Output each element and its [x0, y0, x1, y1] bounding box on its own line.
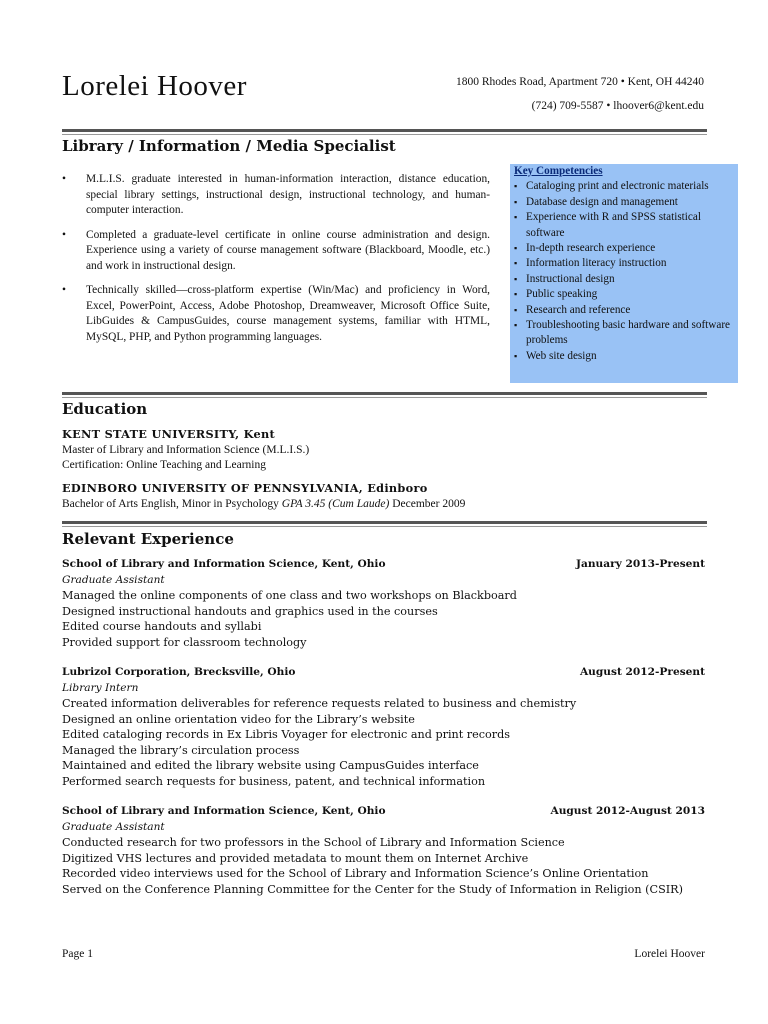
competency-item: ▪ Public speaking — [510, 287, 738, 302]
summary-item: • Completed a graduate-level certificate in online course administration and design. Experience using a variety of course management software (Blackboard, Moodle, etc.) and work in instructional design. — [62, 228, 490, 275]
job-entry — [62, 804, 705, 897]
competency-item: ▪ Web site design — [510, 349, 738, 364]
job-dates: January 2013-Present — [575, 558, 705, 570]
job-duty: Recorded video interviews used for the School of Library and Information Science’s Online Orientation — [62, 867, 649, 880]
job-duty: Edited course handouts and syllabi — [62, 620, 262, 633]
job-entry — [62, 557, 705, 650]
applicant-name: Lorelei Hoover — [62, 70, 247, 102]
job-duty: Digitized VHS lectures and provided metadata to mount them on Internet Archive — [62, 851, 529, 865]
degree-line: Master of Library and Information Science (M.L.I.S.) — [62, 443, 310, 456]
footer-name: Lorelei Hoover — [634, 948, 705, 960]
competency-item: ▪ Database design and management — [510, 195, 738, 210]
job-role: Graduate Assistant — [62, 820, 165, 833]
job-dates: August 2012-August 2013 — [550, 805, 705, 817]
job-duty: Provided support for classroom technology — [62, 635, 307, 649]
degree-text: Bachelor of Arts English, Minor in Psychology — [62, 497, 282, 510]
school-name: KENT STATE UNIVERSITY, Kent — [62, 427, 275, 441]
job-entry — [62, 665, 705, 789]
job-organization: School of Library and Information Science, Kent, Ohio — [62, 558, 386, 570]
summary-item: • M.L.I.S. graduate interested in human-information interaction, distance education, special library settings, instructional design, instructional technology, and human-computer interaction. — [62, 172, 490, 219]
school-name: EDINBORO UNIVERSITY OF PENNSYLVANIA, Edinboro — [62, 481, 428, 495]
page-footer — [62, 948, 705, 960]
experience-heading: Relevant Experience — [62, 530, 234, 548]
contact-block — [456, 70, 704, 118]
address-line: 1800 Rhodes Road, Apartment 720 • Kent, OH 44240 — [455, 76, 704, 88]
key-competencies-box — [510, 164, 738, 383]
job-duty: Performed search requests for business, patent, and technical information — [62, 774, 486, 788]
competencies-list — [510, 179, 738, 364]
section-divider-thin — [62, 526, 707, 527]
phone-email-line: (724) 709-5587 • lhoover6@kent.edu — [531, 100, 704, 112]
job-organization: School of Library and Information Science, Kent, Ohio — [62, 805, 386, 817]
section-divider-thin — [62, 397, 707, 398]
education-kent — [62, 427, 309, 474]
job-role: Graduate Assistant — [62, 573, 165, 586]
job-duty: Designed instructional handouts and graphics used in the courses — [62, 604, 438, 618]
job-duty: Edited cataloging records in Ex Libris Voyager for electronic and print records — [62, 728, 511, 741]
job-duty: Designed an online orientation video for the Library’s website — [62, 712, 415, 726]
section-divider — [62, 392, 707, 395]
job-dates: August 2012-Present — [579, 666, 705, 678]
competency-item: ▪ Experience with R and SPSS statistical software — [510, 210, 738, 241]
job-organization: Lubrizol Corporation, Brecksville, Ohio — [62, 666, 296, 678]
competencies-title: Key Competencies — [514, 165, 603, 177]
job-duty: Managed the online components of one class and two workshops on Blackboard — [62, 589, 517, 602]
section-divider — [62, 521, 707, 524]
competency-item: ▪ Information literacy instruction — [510, 256, 738, 271]
competency-item: ▪ Research and reference — [510, 303, 738, 318]
job-duty: Maintained and edited the library website using CampusGuides interface — [62, 759, 479, 772]
job-duty: Created information deliverables for reference requests related to business and chemistry — [62, 697, 577, 710]
page-number: Page 1 — [62, 948, 93, 960]
gpa-text: GPA 3.45 (Cum Laude) — [281, 497, 390, 510]
job-duty: Conducted research for two professors in the School of Library and Information Science — [62, 836, 565, 849]
certification-line: Certification: Online Teaching and Learning — [62, 459, 266, 471]
competency-item: ▪ Instructional design — [510, 272, 738, 287]
education-edinboro — [62, 481, 465, 512]
summary-heading: Library / Information / Media Specialist — [62, 137, 396, 155]
section-divider-thin — [62, 134, 707, 135]
competency-item: ▪ Troubleshooting basic hardware and software problems — [510, 318, 738, 349]
summary-list — [62, 172, 490, 354]
section-divider — [62, 129, 707, 132]
degree-line — [62, 497, 465, 513]
job-duty: Served on the Conference Planning Committee for the Center for the Study of Information in Religion (CSIR) — [62, 882, 683, 896]
competency-item: ▪ In-depth research experience — [510, 241, 738, 256]
summary-item: • Technically skilled—cross-platform expertise (Win/Mac) and proficiency in Word, Excel, PowerPoint, Access, Adobe Photoshop, Dreamweaver, Microsoft Office Suite, LibGuides & CampusGuides, course management systems, familiar with HTML, MySQL, PHP, and Python programming languages. — [62, 283, 490, 345]
job-role: Library Intern — [62, 681, 139, 694]
education-heading: Education — [62, 400, 148, 418]
graduation-date: December 2009 — [389, 497, 466, 510]
competency-item: ▪ Cataloging print and electronic materials — [510, 179, 738, 194]
job-duty: Managed the library’s circulation process — [62, 743, 300, 757]
